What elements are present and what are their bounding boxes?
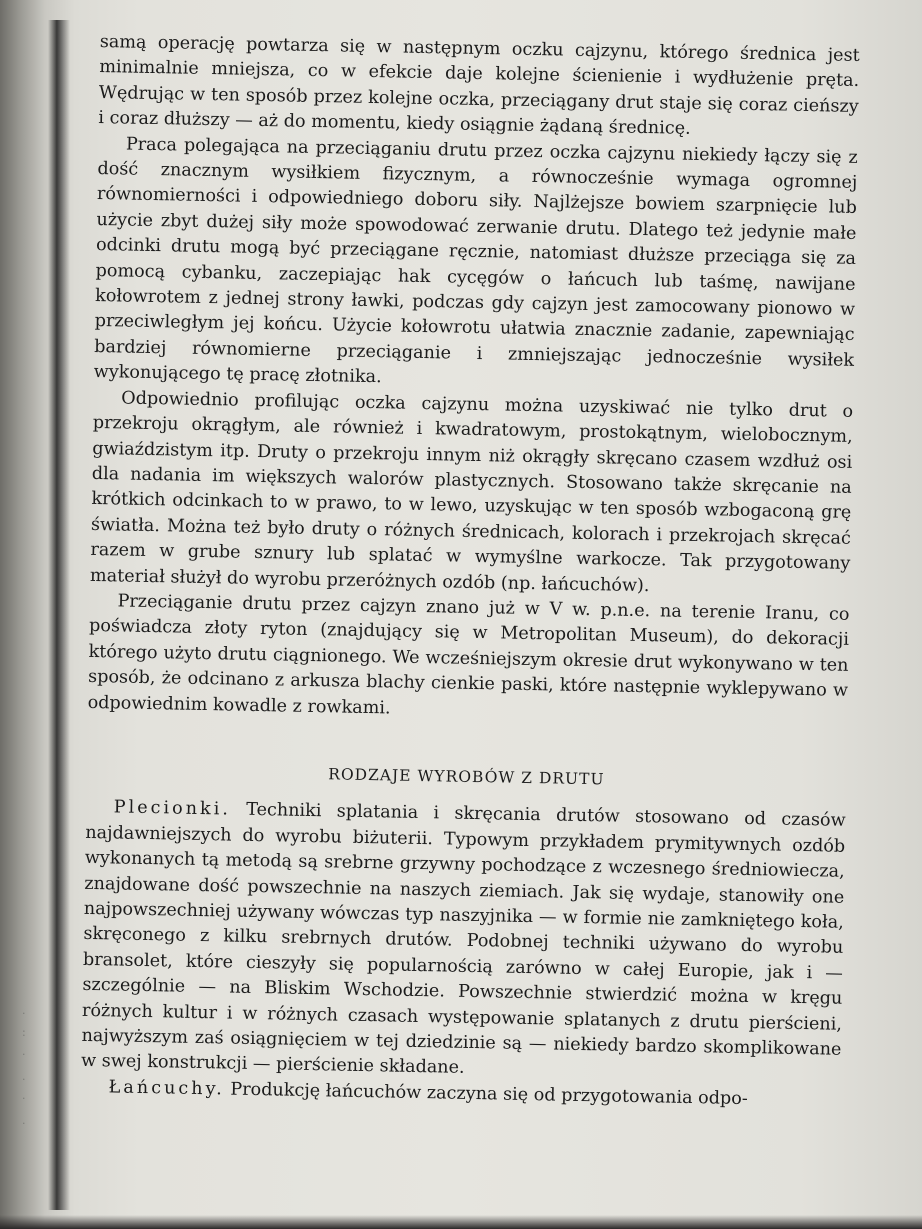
paragraph-plecionki	[81, 795, 846, 1088]
paragraph-2: Praca polegająca na przeciąganiu drutu przez oczka cajzynu niekiedy łączy się z dość znacznym wysiłkiem fizycznym, a równocześnie wymaga ogromnej równomierności i odpowiedniego doboru siły. Najlżejsze bowiem szarpnięcie lub użycie zbyt dużej siły może spowodować zerwanie drutu. Dlatego też jedynie małe odcinki drutu mogą być przeciągane ręcznie, natomiast dłuższe przeciąga się za pomocą cybanku, zaczepiając hak cycęgów o łańcuch lub taśmę, nawijane kołowrotem z jednej strony ławki, podczas gdy cajzyn jest zamocowany pionowo w przeciwległym jej końcu. Użycie kołowrotu ułatwia znacznie zadanie, zapewniając bardziej równomierne przeciąganie i zmniejszając jednocześnie wysiłek wykonującego tę pracę złotnika.	[93, 134, 858, 388]
section-heading: RODZAJE WYROBÓW Z DRUTU	[328, 765, 605, 789]
paragraph-lancuchy-body: Produkcję łańcuchów zaczyna się od przygotowania odpo-	[230, 1079, 748, 1109]
paragraph-1: samą operację powtarza się w następnym oczku cajzynu, którego średnica jest minimalnie mniejsza, co w efekcie daje kolejne ścienienie i wydłużenie pręta. Wędrując w ten sposób przez kolejne oczka, przeciągany drut staje się coraz cieńszy i coraz dłuższy — aż do momentu, kiedy osiągnie żądaną średnicę.	[98, 31, 860, 140]
paragraph-plecionki-body: Techniki splatania i skręcania drutów stosowano od czasów najdawniejszych do wyrobu biżuterii. Typowym przykładem prymitywnych ozdób wykonanych tą metodą są srebrne grzywny pochodzące z wczesnego średniowiecza, znajdowane dość powszechnie na naszych ziemiach. Jak się wydaje, stanowiły one najpowszechniej używany wówczas typ naszyjnika — w formie nie zamkniętego koła, skręconego z kilku srebrnych drutów. Podobnej techniki używano do wyrobu bransolet, które cieszyły się popularnością zarówno w całej Europie, jak i — szczególnie — na Bliskim Wschodzie. Powszechnie stwierdzić można w kręgu różnych kultur i w różnych czasach występowanie splatanych z drutu pierścieni, najwyższym zaś osiągnięciem w tej dziedzinie są — niekiedy bardzo skomplikowane w swej konstrukcji — pierścienie składane.	[80, 800, 846, 1079]
page-text	[80, 30, 859, 1114]
paragraph-3: Odpowiednio profilując oczka cajzynu można uzyskiwać nie tylko drut o przekroju okrągłym, ale również i kwadratowym, prostokątnym, wielobocznym, gwiaździstym itp. Druty o przekroju innym niż okrągły skręcano czasem wzdłuż osi dla nadania im większych walorów plastycznych. Stosowano także skręcanie na krótkich odcinkach to w prawo, to w lewo, uzyskując w ten sposób wzbogaconą grę światła. Można też było druty o różnych średnicach, kolorach i przekrojach skręcać razem w grube sznury lub splatać w wymyślne warkocze. Tak przygotowany materiał służył do wyrobu przeróżnych ozdób (np. łańcuchów).	[89, 388, 854, 596]
term-plecionki: Plecionki.	[113, 797, 232, 820]
bottom-edge-shadow	[0, 1215, 922, 1229]
term-lancuchy: Łańcuchy.	[108, 1077, 225, 1100]
paragraph-4: Przeciąganie drutu przez cajzyn znano już w V w. p.n.e. na terenie Iranu, co poświadcza złoty ryton (znajdujący się w Metropolitan Museum), do dekoracji którego użyto drutu ciągnionego. We wcześniejszym okresie drut wykonywano w ten sposób, że odcinano z arkusza blachy cienkie paski, które następnie wyklepywano w odpowiednim kowadle z rowkami.	[87, 591, 850, 719]
bleed-through-marks: . : · . · .	[22, 1004, 26, 1127]
